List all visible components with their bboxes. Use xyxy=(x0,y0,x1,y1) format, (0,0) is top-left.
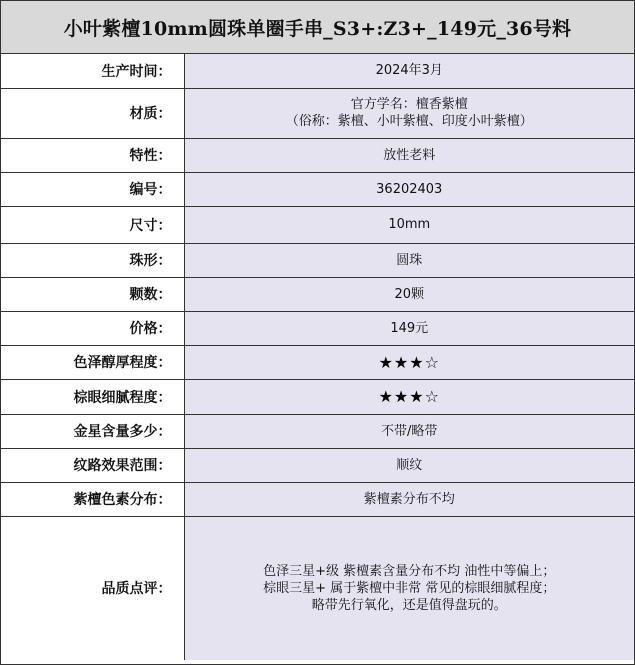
spec-table xyxy=(1,54,634,660)
row-grain-range xyxy=(1,448,634,482)
value-line: 圆珠 xyxy=(396,252,423,268)
row-pigment-distribution xyxy=(1,482,634,516)
serial-number-label: 编号： xyxy=(1,172,184,206)
value-line: 官方学名：檀香紫檀 xyxy=(350,97,468,112)
row-price xyxy=(1,311,634,345)
gold-star-content-label: 金星含量多少： xyxy=(1,414,184,448)
value-line: 略带先行氧化，还是值得盘玩的。 xyxy=(311,597,507,613)
grain-range-value xyxy=(184,448,634,482)
production-time-value xyxy=(184,54,634,88)
gold-star-content-value xyxy=(184,414,634,448)
size-value xyxy=(184,206,634,243)
value-line: 棕眼三星+ 属于紫檀中非常 常见的棕眼细腻程度； xyxy=(263,580,556,596)
row-bead-count xyxy=(1,277,634,311)
price-value xyxy=(184,311,634,345)
value-line: 2024年3月 xyxy=(375,63,443,79)
size-label: 尺寸： xyxy=(1,206,184,243)
quality-review-label: 品质点评： xyxy=(1,516,184,660)
row-pore-fineness xyxy=(1,379,634,414)
value-line: 顺纹 xyxy=(396,457,423,473)
production-time-label: 生产时间： xyxy=(1,54,184,88)
value-line: 放性老料 xyxy=(383,147,436,163)
row-bead-shape xyxy=(1,243,634,277)
spec-table-body xyxy=(1,54,634,660)
sheet-title: 小叶紫檀10mm圆珠单圈手串_S3+:Z3+_149元_36号料 xyxy=(1,1,634,54)
value-line: 10mm xyxy=(388,217,431,232)
value-line: 色泽三星+级 紫檀素含量分布不均 油性中等偏上； xyxy=(263,563,556,579)
value-line: 紫檀素分布不均 xyxy=(363,491,455,507)
material-value xyxy=(184,88,634,138)
feature-value xyxy=(184,138,634,172)
value-line: 不带/略带 xyxy=(381,423,438,439)
pigment-distribution-label: 紫檀色素分布： xyxy=(1,482,184,516)
bead-count-label: 颗数： xyxy=(1,277,184,311)
color-richness-value xyxy=(184,345,634,379)
value-line: 36202403 xyxy=(376,181,443,197)
grain-range-label: 纹路效果范围： xyxy=(1,448,184,482)
material-label: 材质： xyxy=(1,88,184,138)
value-line: （俗称：紫檀、小叶紫檀、印度小叶紫檀） xyxy=(285,114,533,129)
row-serial-number xyxy=(1,172,634,206)
bead-count-value xyxy=(184,277,634,311)
quality-review-value xyxy=(184,516,634,660)
row-feature xyxy=(1,138,634,172)
bead-shape-label: 珠形： xyxy=(1,243,184,277)
row-quality-review xyxy=(1,516,634,660)
pore-fineness-label: 棕眼细腻程度： xyxy=(1,379,184,414)
star-rating: ★★★☆ xyxy=(378,387,440,406)
serial-number-value xyxy=(184,172,634,206)
feature-label: 特性： xyxy=(1,138,184,172)
row-color-richness xyxy=(1,345,634,379)
row-material xyxy=(1,88,634,138)
row-size xyxy=(1,206,634,243)
star-rating: ★★★☆ xyxy=(378,352,440,372)
row-gold-star-content xyxy=(1,414,634,448)
pore-fineness-value xyxy=(184,379,634,414)
value-line: 20颗 xyxy=(394,286,425,302)
price-label: 价格： xyxy=(1,311,184,345)
color-richness-label: 色泽醇厚程度： xyxy=(1,345,184,379)
value-line: 149元 xyxy=(390,320,429,336)
pigment-distribution-value xyxy=(184,482,634,516)
bead-shape-value xyxy=(184,243,634,277)
row-production-time xyxy=(1,54,634,88)
